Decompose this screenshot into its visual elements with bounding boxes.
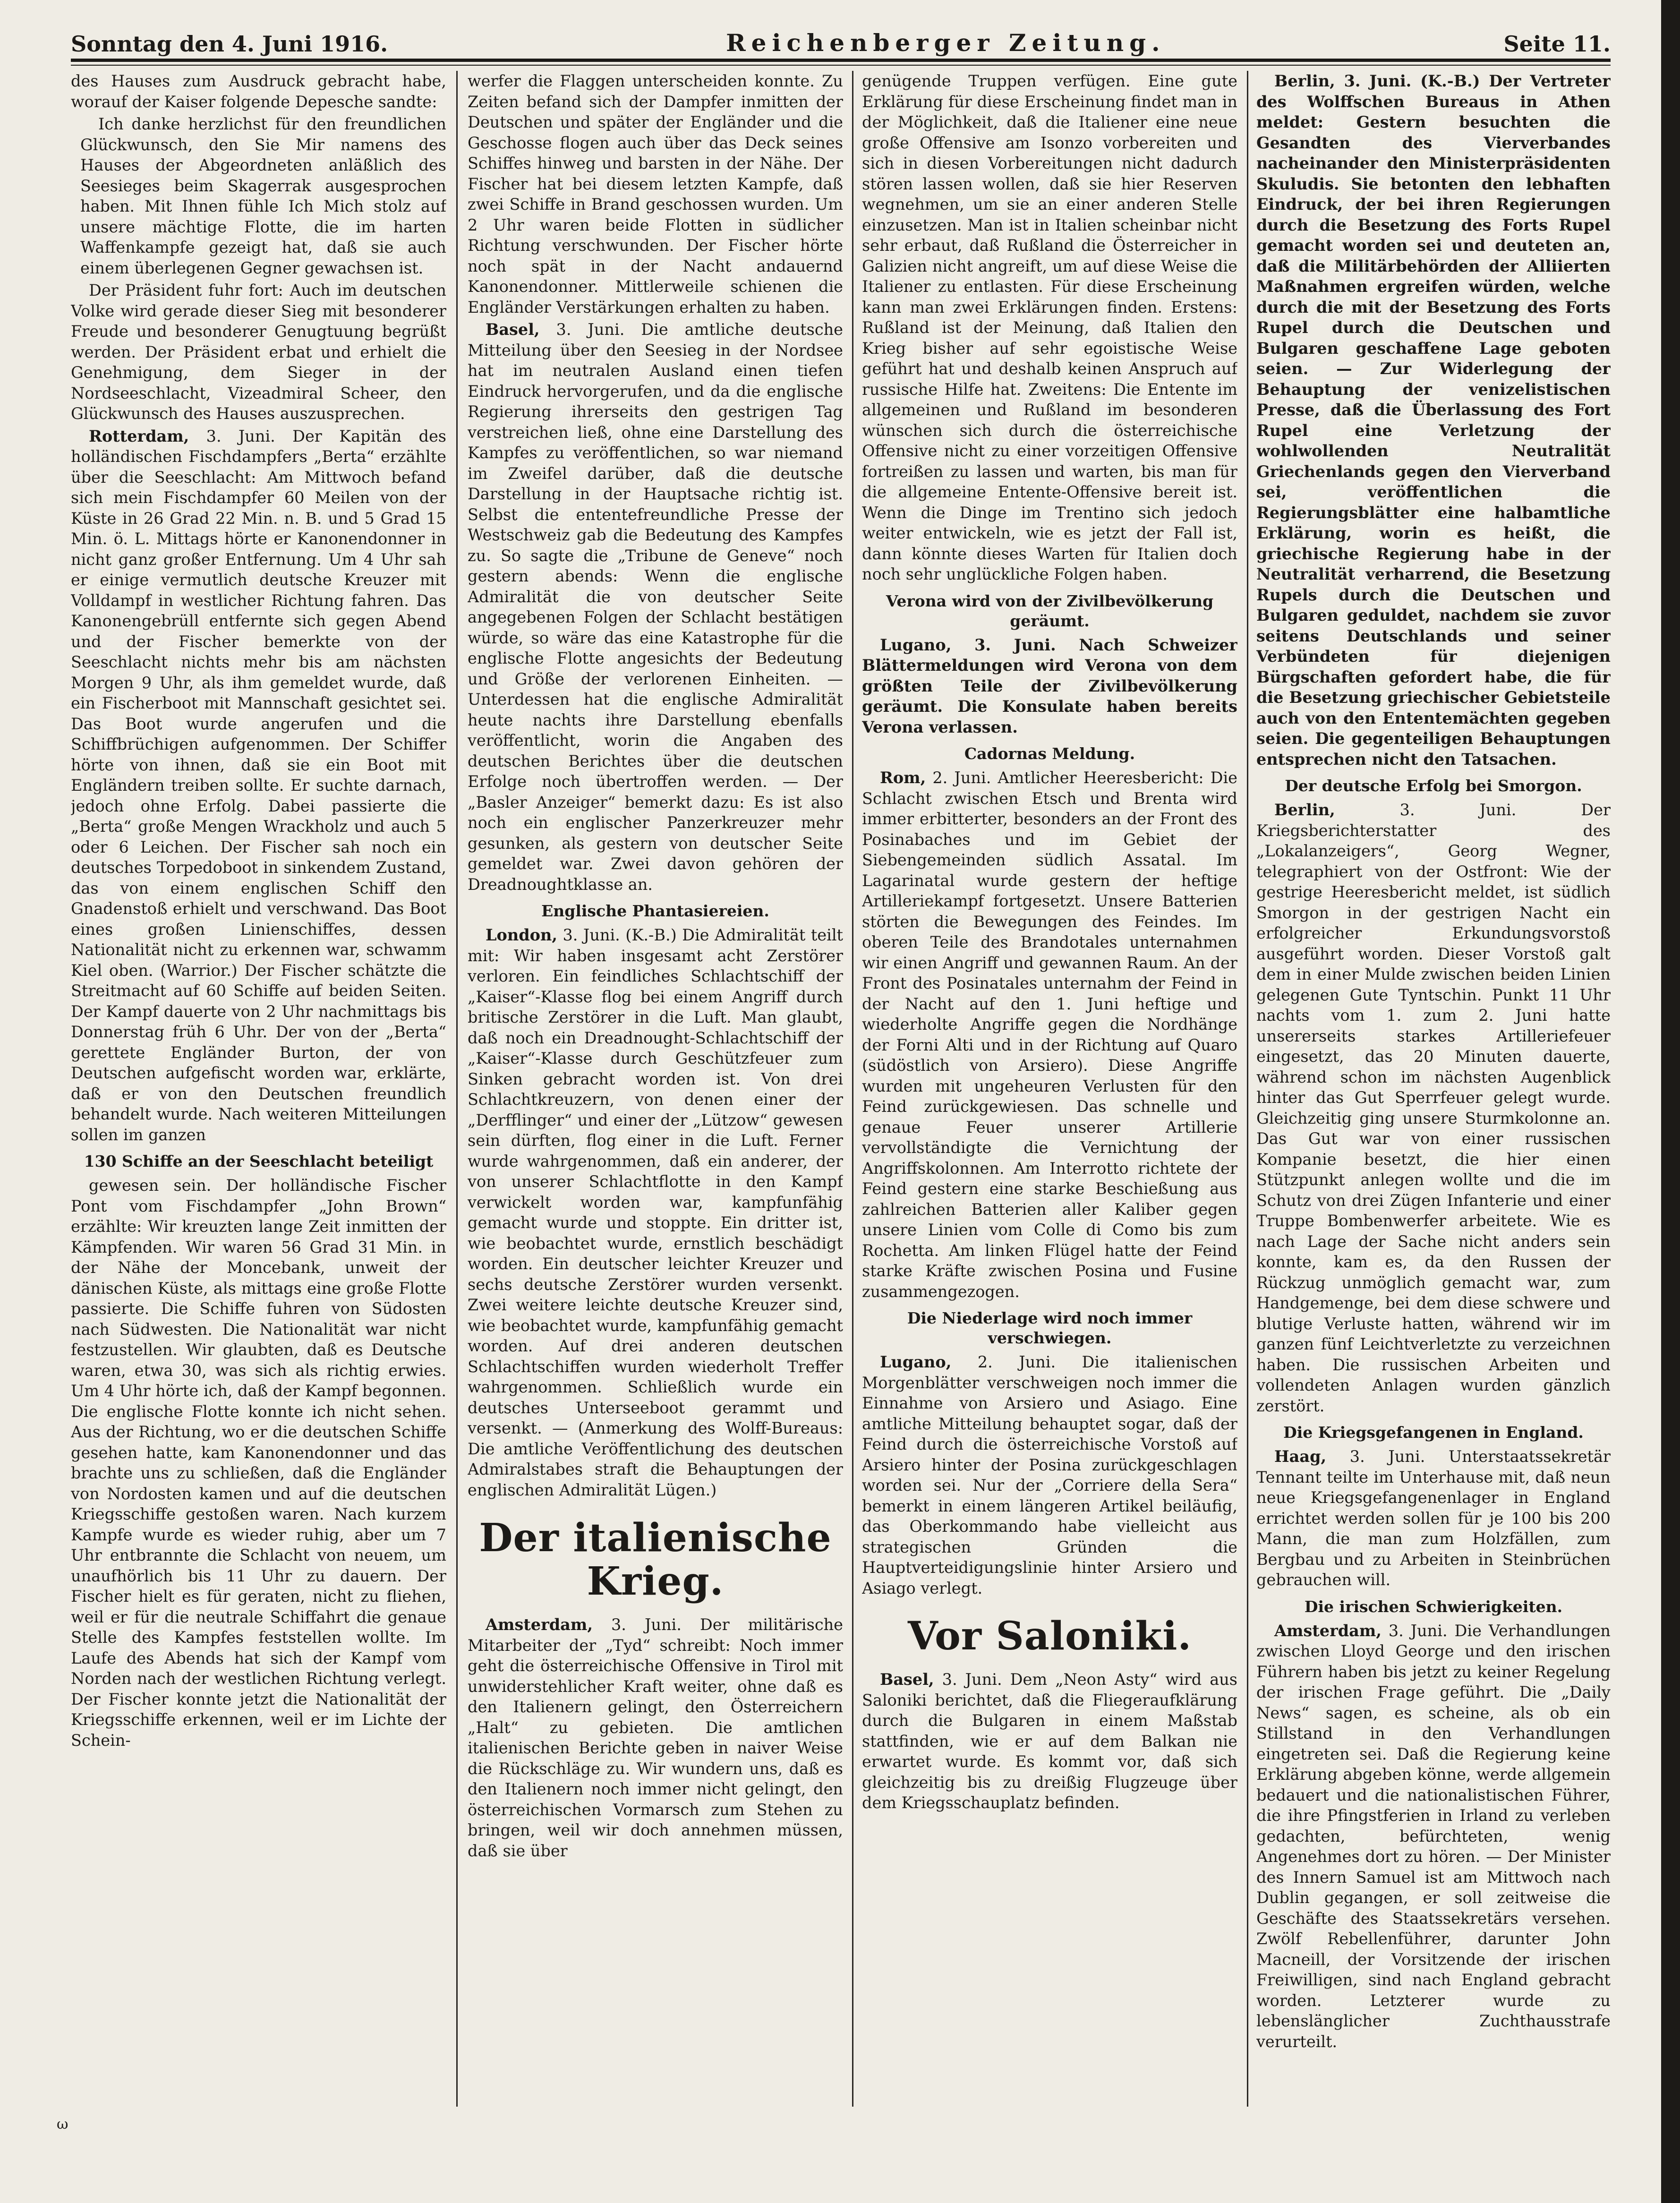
section-headline: Vor Saloniki. [907,1614,1192,1659]
article-paragraph [1256,1446,1611,1590]
subheading: 130 Schiffe an der Seeschlacht beteiligt [84,1152,434,1170]
paragraph-text: 3. Juni. (K.-B.) Die Admiralität teilt mit: Wir haben insgesamt acht Zerstörer verloren. Ein feindliches Schlachtschiff der „Kaiser“-Klasse flog bei einem Angriff durch britische Zerstörer in die Luft. Man glaubt, daß noch ein Dreadnought-Schlachtschiff der „Kaiser“-Klasse durch Geschützfeuer zum Sinken gebracht worden ist. Von drei Schlachtkreuzern, von denen einer der „Derfflinger“ und einer der „Lützow“ gewesen sein dürften, flog einer in die Luft. Ferner wurde wahrgenommen, daß ein anderer, der von unserer Schlachtflotte in den Kampf verwickelt worden war, kampfunfähig gemacht wurde und stoppte. Ein dritter ist, wie beobachtet wurde, ernstlich beschädigt worden. Ein deutscher leichter Kreuzer und sechs deutsche Zerstörer wurden versenkt. Zwei weitere leichte deutsche Kreuzer sind, wie beobachtet wurde, kampfunfähig gemacht worden. Auf drei anderen deutschen Schlachtschiffen wurden wiederholt Treffer wahrgenommen. Schließlich wurde ein deutsches Unterseeboot gerammt und versenkt. — (Anmerkung des Wolff-Bureaus: Die amtliche Veröffentlichung des deutschen Admiralstabes straft die Behauptungen der englischen Admiralität Lügen.) [468,926,843,1499]
article-paragraph [862,1669,1237,1813]
article-heading: Englische Phantasiereien. [541,902,769,920]
article-paragraph [862,1352,1237,1598]
paragraph-text: 3. Juni. Nach Schweizer Blättermeldungen wird Verona von dem größten Teile der Zivilbevölkerung geräumt. Die Konsulate haben bereits Verona verlassen. [862,635,1237,736]
dateline: Berlin, [1274,801,1335,819]
newspaper-title: Reichenberger Zeitung. [726,29,1166,57]
article-paragraph [1256,71,1611,769]
article-heading: Der deutsche Erfolg bei Smorgon. [1285,777,1582,795]
article-paragraph: genügende Truppen verfügen. Eine gute Erklärung für diese Erscheinung findet man in der Möglichkeit, daß die Italiener eine neue große Offensive am Isonzo vorbereiten und sich in diesen Vorbereitungen nicht dadurch stören lassen wollen, daß sie hier Reserven wegnehmen, um sie an einer anderen Stelle einzusetzen. Man ist in Italien scheinbar nicht sehr erbaut, daß Rußland die Österreicher in Galizien nicht angreift, um auf diese Weise die Italiener zu entlasten. Für diese Erscheinung kann man zwei Erklärungen finden. Erstens: Rußland ist der Meinung, daß Italien den Krieg bisher auf sehr egoistische Weise geführt hat und deshalb keinen Anspruch auf russische Hilfe hat. Zweitens: Die Entente im allgemeinen und Rußland im besonderen wünschen sich durch die österreichische Offensive nicht zu einer vorzeitigen Offensive fortreißen zu lassen und warten, bis man für die allgemeine Entente-Offensive bereit ist. Wenn die Dinge im Trentino sich jedoch weiter entwickeln, wie es jetzt der Fall ist, dann könnte dieses Warten für Italien doch noch sehr unglückliche Folgen haben. [862,72,1237,583]
article-paragraph: des Hauses zum Ausdruck gebracht habe, worauf der Kaiser folgende Depesche sandte: [71,72,446,111]
article-heading: Die Kriegsgefangenen in England. [1283,1423,1584,1442]
article-heading: Die Niederlage wird noch immer verschwiegen. [907,1309,1193,1347]
dateline: Lugano, [880,1353,952,1371]
column-4 [1256,71,1611,2111]
paragraph-text: 3. Juni. Die amtliche deutsche Mitteilung über den Seesieg in der Nordsee hat im neutralen Ausland einen tiefen Eindruck hervorgerufen, und da die englische Regierung ihrerseits den gestrigen Tag verstreichen ließ, ohne eine Darstellung des Kampfes zu veröffentlichen, so war niemand im Zweifel darüber, daß die deutsche Darstellung in der Hauptsache richtig ist. Selbst die ententefreundliche Presse der Westschweiz gab die Bedeutung des Kampfes zu. So sagte die „Tribune de Geneve“ noch gestern abends: Wenn die englische Admiralität die von deutscher Seite angegebenen Folgen der Schlacht bestätigen würde, so wäre das eine Katastrophe für die englische Flotte angesichts der Bedeutung und Größe der verlorenen Einheiten. — Unterdessen hat die englische Admiralität heute nachts ihre Darstellung ebenfalls veröffentlicht, worin die Angaben des deutschen Berichtes über die deutschen Erfolge noch übertroffen werden. — Der „Basler Anzeiger“ bemerkt dazu: Es ist also noch ein englischer Panzerkreuzer mehr gesunken, als gestern von deutscher Seite gemeldet war. Zwei davon gehören der Dreadnoughtklasse an. [468,320,843,894]
header-date: Sonntag den 4. Juni 1916. [71,31,388,57]
paragraph-text: 3. Juni. Der militärische Mitarbeiter der „Tyd“ schreibt: Noch immer geht die österreichische Offensive in Tirol mit unwiderstehlicher Kraft weiter, ohne daß es den Italienern gelingt, den Österreichern „Halt“ zu gebieten. Die amtlichen italienischen Berichte geben in naiver Weise die Rückschläge zu. Wir wundern uns, daß es den Italienern noch immer nicht gelingt, den österreichischen Vormarsch zum Stehen zu bringen, weil wir doch annehmen müssen, daß sie über [468,1615,843,1860]
article-paragraph: gewesen sein. Der holländische Fischer Pont vom Fischdampfer „John Brown“ erzählte: Wir kreuzten lange Zeit inmitten der Kämpfenden. Wir waren 56 Grad 31 Min. in der Nähe der Moncebank, unweit der dänischen Küste, als mittags eine große Flotte passierte. Die Schiffe fuhren von Südosten nach Südwesten. Die Nationalität war nicht festzustellen. Wir glaubten, daß es Deutsche waren, etwa 30, was sich als richtig erwies. Um 4 Uhr hörte ich, daß der Kampf begonnen. Die englische Flotte konnte ich nicht sehen. Aus der Richtung, wo er die deutschen Schiffe gesehen hatte, kam Kanonendonner und das brachte uns zu schließen, daß die Engländer von Nordosten kamen und auf die deutschen Kriegsschiffe gestoßen waren. Nach kurzem Kampfe wurde es wieder ruhig, aber um 7 Uhr entbrannte die Schlacht von neuem, um unaufhörlich bis 11 Uhr zu dauern. Der Fischer hielt es für geraten, nicht zu fliehen, weil er für die neutrale Schiffahrt die genaue Stelle des Kampfes feststellen wollte. Im Laufe des Abends hat sich der Kampf vom Norden nach der westlichen Richtung verlegt. Der Fischer konnte jetzt die Nationalität der Kriegsschiffe erkennen, weil er im Lichte der Schein- [71,1176,446,1750]
article-paragraph [862,768,1237,1302]
column-2 [468,71,843,2111]
dateline: Berlin, [1274,72,1335,90]
column-3 [862,71,1237,2111]
dateline: Lugano, [880,635,952,654]
page-footer-mark: ω [57,2116,68,2133]
column-divider [852,71,853,2107]
header-rule-thin [71,65,1611,66]
paragraph-text: 3. Juni. Dem „Neon Asty“ wird aus Saloniki berichtet, daß die Fliegeraufklärung durch die Bulgaren in einem Maßstab stattfinden, wie er auf dem Balkan nie erwartet wurde. Es kommt vor, daß sich gleichzeitig bis zu dreißig Flugzeuge über dem Kriegsschauplatz befinden. [862,1670,1237,1812]
paragraph-text: 3. Juni. Die Verhandlungen zwischen Lloyd George und den irischen Führern haben bis jetzt zu keiner Regelung der irischen Frage geführt. Die „Daily News“ sagen, es scheine, als ob ein Stillstand in den Verhandlungen eingetreten sei. Daß die Regierung keine Erklärung abgeben könne, werde allgemein bedauert und die nationalistischen Führer, die ihre Pfingstferien in Irland zu verleben gedachten, befürchteten, wenig Angenehmes dort zu hören. — Der Minister des Innern Samuel ist am Mittwoch nach Dublin gegangen, er soll zeitweise die Geschäfte des Staatssekretärs versehen. Zwölf Rebellenführer, darunter John Macneill, der Vorsitzende der irischen Freiwilligen, sind nach England gebracht worden. Letzterer wurde zu lebenslänglicher Zuchthausstrafe verurteilt. [1256,1621,1611,2051]
dateline: Amsterdam, [1274,1621,1382,1640]
page-number: Seite 11. [1503,31,1611,57]
article-paragraph: Der Präsident fuhr fort: Auch im deutschen Volke wird gerade dieser Sieg mit besonderer Freude und besonderer Genugtuung begrüßt werden. Der Präsident erbat und erhielt die Genehmigung, dem Sieger in der Nordseeschlacht, Vizeadmiral Scheer, den Glückwunsch des Hauses auszusprechen. [71,281,446,423]
dateline: Haag, [1274,1447,1327,1466]
paragraph-text: 3. Juni. Der Kapitän des holländischen Fischdampfers „Berta“ erzählte über die Seeschlacht: Am Mittwoch befand sich mein Fischdampfer 60 Meilen von der Küste in 26 Grad 22 Min. n. B. und 5 Grad 15 Min. ö. L. Mittags hörte er Kanonendonner in nicht ganz großer Entfernung. Um 4 Uhr sah er einige vermutlich deutsche Kreuzer mit Volldampf in westlicher Richtung fahren. Das Kanonengebrüll entfernte sich gegen Abend und der Fischer bemerkte von der Seeschlacht nichts mehr bis am nächsten Morgen 9 Uhr, als ihm gemeldet wurde, daß ein Fischerboot mit Mannschaft gesichtet sei. Das Boot wurde angerufen und die Schiffbrüchigen aufgenommen. Der Schiffer hörte von ihnen, daß sie ein Boot mit Engländern treiben sollte. Er suchte darnach, jedoch ohne Erfolg. Dabei passierte die „Berta“ große Mengen Wrackholz und auch 5 oder 6 Leichen. Der Fischer sah noch ein deutsches Torpedoboot in sinkendem Zustand, das von einem englischen Schiff den Gnadenstoß erhielt und verschwand. Das Boot eines großen Linienschiffes, dessen Nationalität nicht zu erkennen war, schwamm Kiel oben. (Warrior.) Der Fischer schätzte die Streitmacht auf 60 Schiffe auf beiden Seiten. Der Kampf dauerte von 2 Uhr nachmittags bis Donnerstag früh 6 Uhr. Der von der „Berta“ gerettete Engländer Burton, der von Deutschen aufgefischt worden war, erklärte, daß er von den Deutschen freundlich behandelt wurde. Nach weiteren Mitteilungen sollen im ganzen [71,427,446,1144]
dateline: Basel, [880,1670,934,1689]
scan-edge [1661,0,1680,2203]
paragraph-text: 3. Juni. (K.-B.) Der Vertreter des Wolffschen Bureaus in Athen meldet: Gestern besuchten die Gesandten des Vierverbandes nacheinander den Ministerpräsidenten Skuludis. Sie betonten den lebhaften Eindruck, der bei ihren Regierungen durch die Besetzung des Forts Rupel gemacht worden sei und deuteten an, daß die Militärbehörden der Alliierten Maßnahmen ergreifen würden, welche durch die mit der Besetzung des Forts Rupel durch die Deutschen und Bulgaren geschaffene Lage geboten seien. — Zur Widerlegung der Behauptung der venizelistischen Presse, daß die Überlassung des Fort Rupel eine Verletzung der wohlwollenden Neutralität Griechenlands gegen den Vierverband sei, veröffentlichen die Regierungsblätter eine halbamtliche Erklärung, worin es heißt, die griechische Regierung habe in der Neutralität verharrend, die Besetzung Rupels durch die Deutschen und Bulgaren geduldet, nachdem sie zuvor seitens Deutschlands und seiner Verbündeten für diejenigen Bürgschaften gefordert habe, die für die Besetzung griechischer Gebietsteile auch von den Ententemächten gegeben seien. Die gegenteiligen Behauptungen entsprechen nicht den Tatsachen. [1256,72,1611,768]
dateline: Rom, [880,768,926,787]
dateline: Basel, [486,320,540,339]
column-1 [71,71,446,2111]
paragraph-text: 2. Juni. Amtlicher Heeresbericht: Die Schlacht zwischen Etsch und Brenta wird immer erbitterter, besonders an der Front des Posinabaches und im Gebiet der Siebengemeinden südlich Assatal. Im Lagarinatal wurde gestern der heftige Artilleriekampf fortgesetzt. Unsere Batterien störten die Bewegungen des Feindes. Im oberen Teile des Brandotales unternahmen wir einen Angriff und gewannen Raum. An der Front des Posinatales unternahm der Feind in der Nacht auf den 1. Juni heftige und wiederholte Angriffe gegen die Nordhänge der Forni Alti und in der Richtung auf Quaro (südöstlich von Arsiero). Diese Angriffe wurden mit ungeheuren Verlusten für den Feind zurückgewiesen. Das schnelle und genaue Feuer unserer Artillerie vervollständigte die Vernichtung der Angriffskolonnen. Am Interrotto richtete der Feind gestern eine starke Beschießung aus zahlreichen Batterien aller Kaliber gegen unsere Linien vom Colle di Como bis zum Rochetta. Am linken Flügel hatte der Feind starke Kräfte zwischen Posina und Fusine zusammengezogen. [862,768,1237,1301]
article-paragraph [1256,1621,1611,2052]
section-headline: Der italienische Krieg. [479,1515,832,1604]
kaiser-telegram: Ich danke herzlichst für den freundlichen Glückwunsch, den Sie Mir namens des Hauses der Abgeordneten anläßlich des Seesieges beim Skagerrak ausgesprochen haben. Mit Ihnen fühle Ich Mich stolz auf unsere mächtige Flotte, die im harten Waffenkampfe gezeigt hat, daß sie auch einem überlegenen Gegner gewachsen ist. [80,115,446,277]
header-rule-thick [71,59,1611,62]
article-paragraph [1256,800,1611,1416]
article-paragraph [468,319,843,895]
article-paragraph: werfer die Flaggen unterscheiden konnte. Zu Zeiten befand sich der Dampfer inmitten der Deutschen und später der Engländer und die Geschosse flogen auch über das Deck seines Schiffes hinweg und barsten in der Nähe. Der Fischer hat bei diesem letzten Kampfe, daß zwei Schiffe in Brand geschossen wurden. Um 2 Uhr waren beide Flotten in südlicher Richtung verschwunden. Der Fischer hörte noch spät in der Nacht andauernd Kanonendonner. Mittlerweile schienen die Engländer Verstärkungen erhalten zu haben. [468,72,843,316]
article-paragraph [468,925,843,1500]
page-header [71,14,1611,57]
column-divider [1247,71,1248,2107]
column-divider [456,71,458,2107]
dateline: Rotterdam, [89,427,189,445]
article-paragraph [71,426,446,1145]
article-heading: Cadornas Meldung. [964,744,1135,763]
article-paragraph [468,1614,843,1861]
dateline: London, [486,926,558,944]
article-heading: Die irischen Schwierigkeiten. [1304,1597,1563,1616]
paragraph-text: 2. Juni. Die italienischen Morgenblätter verschweigen noch immer die Einnahme von Arsiero und Asiago. Eine amtliche Mitteilung behauptet sogar, daß der Feind durch die österreichische Vorstoß auf Arsiero hinter der Posina zurückgeschlagen worden sei. Nur der „Corriere della Sera“ bemerkt in einem längeren Artikel beiläufig, das Oberkommando habe vielleicht aus strategischen Gründen die Hauptverteidigungslinie hinter Arsiero und Asiago verlegt. [862,1353,1237,1597]
dateline: Amsterdam, [486,1615,593,1634]
paragraph-text: 3. Juni. Unterstaatssekretär Tennant teilte im Unterhause mit, daß neun neue Kriegsgefangenenlager in England errichtet werden sollen für je 100 bis 200 Mann, die man zum Holzfällen, zum Bergbau und zu Arbeiten in Steinbrüchen gebrauchen will. [1256,1447,1611,1589]
article-paragraph [862,635,1237,738]
article-heading: Verona wird von der Zivilbevölkerung geräumt. [886,591,1214,630]
paragraph-text: 3. Juni. Der Kriegsberichterstatter des „Lokalanzeigers“, Georg Wegner, telegraphiert von der Ostfront: Wie der gestrige Heeresbericht meldet, ist südlich Smorgon in der gestrigen Nacht ein erfolgreicher Erkundungsvorstoß ausgeführt worden. Dieser Vorstoß galt dem in einer Mulde zwischen beiden Linien gelegenen Gute Tyntschin. Punkt 11 Uhr nachts vom 1. zum 2. Juni hatte unsererseits starkes Artilleriefeuer eingesetzt, das 20 Minuten dauerte, während schon im nächsten Augenblick hinter das Gut Sperrfeuer gelegt wurde. Gleichzeitig ging unsere Sturmkolonne an. Das Gut war von einer russischen Kompanie besetzt, die hier einen Stützpunkt anlegen wollte und die im Schutz von drei Zügen Infanterie und einer Truppe Bombenwerfer arbeitete. Wie es nach Lage der Sache nicht anders sein konnte, kam es, da den Russen der Rückzug unmöglich gemacht war, zum Handgemenge, bei dem diese schwere und blutige Verluste hatten, während wir im ganzen fünf Leichtverletzte zu verzeichnen haben. Die russischen Arbeiten und vollendeten Anlagen wurden gänzlich zerstört. [1256,801,1611,1415]
